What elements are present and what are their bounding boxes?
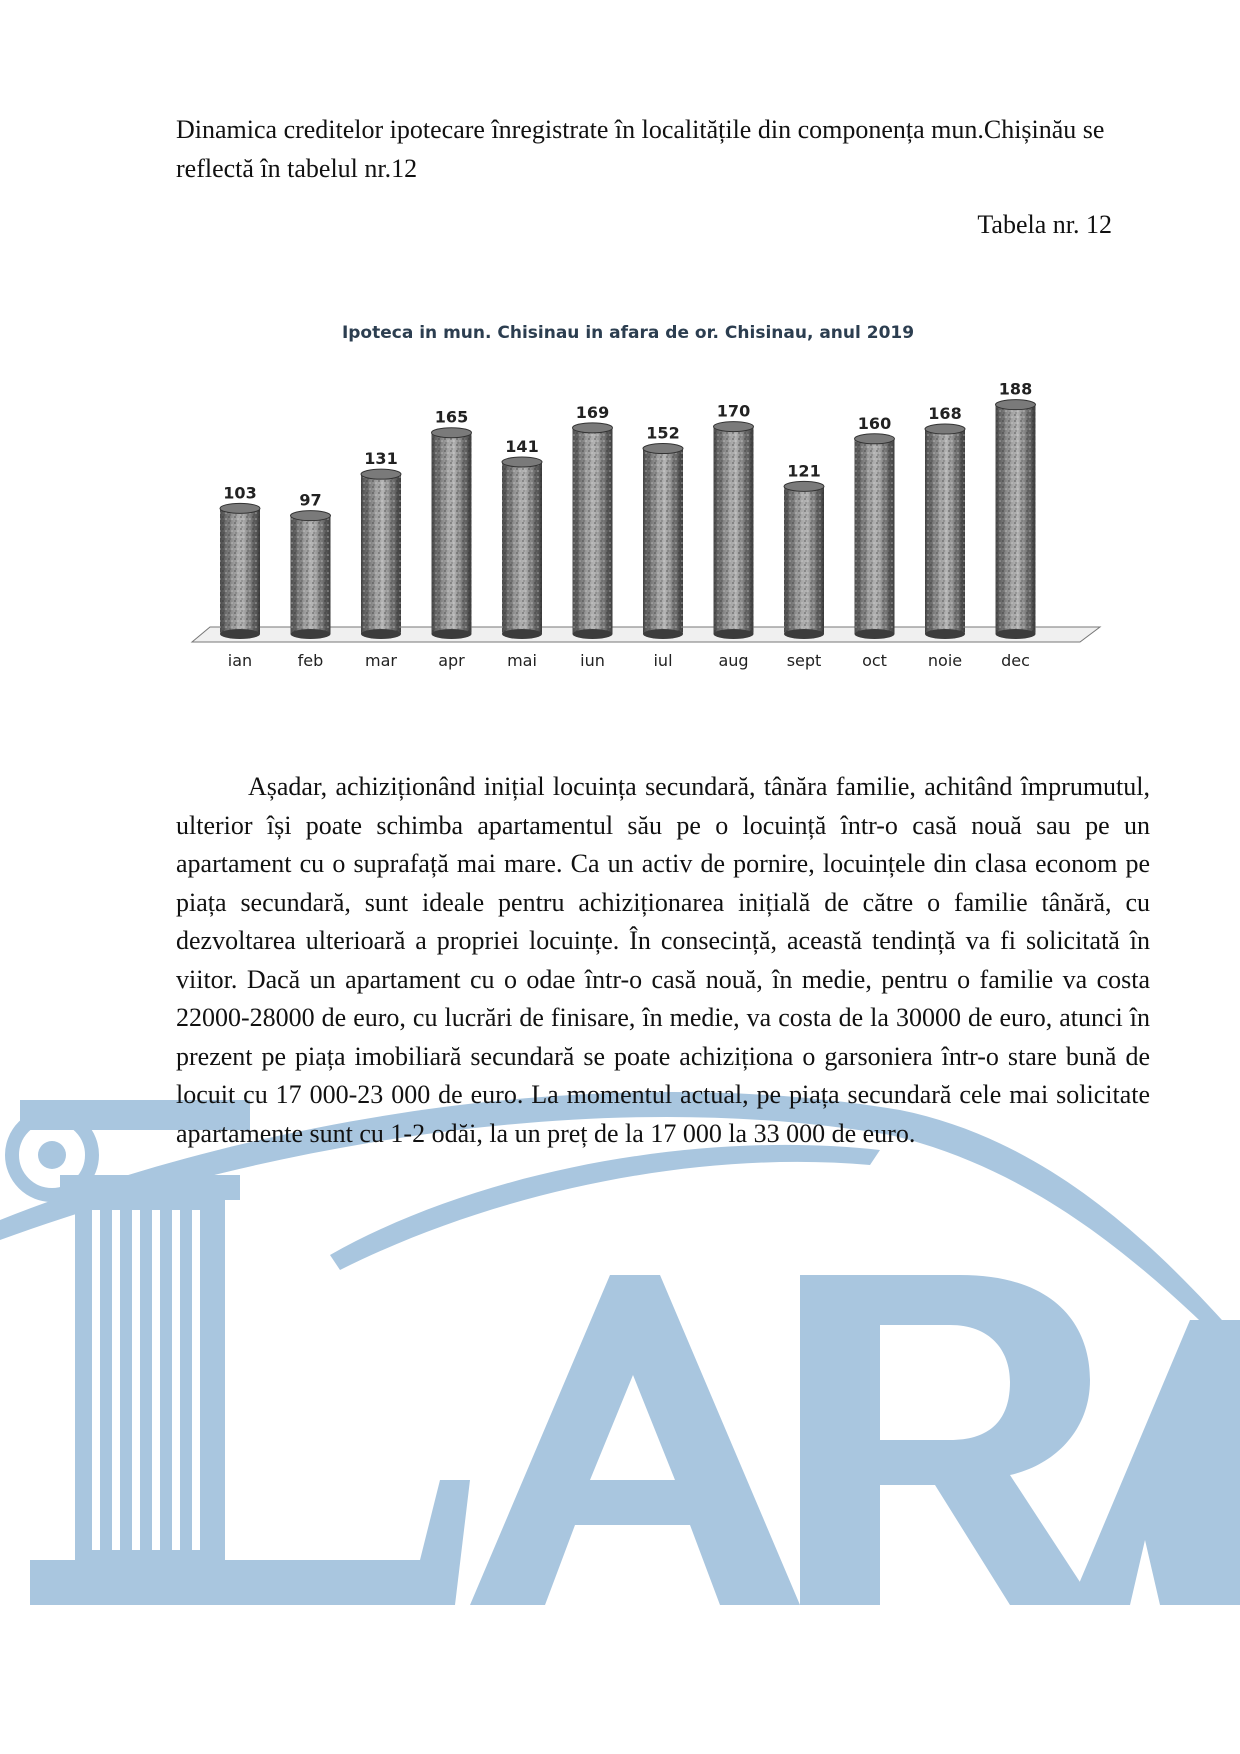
bar-cap-oct: [855, 434, 895, 444]
category-label-dec: dec: [1001, 651, 1030, 670]
chart-svg: [180, 300, 1120, 700]
bar-cap-ian: [220, 503, 260, 513]
value-label-apr: 165: [434, 407, 469, 427]
body-paragraph-text: Așadar, achiziționând inițial locuința secundară, tânăra familie, achitând împrumutul, ulterior își poate schimba apartamentul său pe o locuință într-o casă nouă sau pe un apartament cu o suprafață mai mare. Ca un activ de pornire, locuințele din clasa econom pe piața secundară, sunt ideale pentru achiziționarea inițială de către o familie tânără, cu dezvoltarea ulterioară a propriei locuințe. În consecință, această tendință va fi solicitată în viitor. Dacă un apartament cu o odae într-o casă nouă, în medie, pentru o familie va costa 22000-28000 de euro, cu lucrări de finisare, în medie, va costa de la 30000 de euro, atunci în prezent pe piața imobiliară secundară se poate achiziționa o garsoniera într-o stare bună de locuit cu 17 000-23 000 de euro. La momentul actual, pe piața secundară cele mai solicitate apartamente sunt cu 1-2 odăi, la un preț de la 17 000 la 33 000 de euro.: [176, 772, 1150, 1148]
value-label-iul: 152: [646, 423, 680, 443]
value-label-aug: 170: [716, 401, 751, 421]
value-label-ian: 103: [223, 483, 257, 503]
value-label-feb: 97: [299, 490, 322, 510]
bar-cap-iul: [643, 444, 683, 454]
bar-texture-ian: [220, 508, 260, 634]
table-caption: Tabela nr. 12: [977, 210, 1112, 239]
bar-base-apr: [432, 629, 472, 639]
bar-texture-iun: [573, 428, 613, 634]
bar-texture-mar: [361, 474, 401, 634]
bar-base-iun: [573, 629, 613, 639]
category-label-noie: noie: [927, 651, 963, 670]
category-label-aug: aug: [718, 651, 749, 670]
bar-texture-aug: [714, 427, 754, 634]
bar-cap-apr: [432, 428, 472, 438]
category-label-mar: mar: [365, 651, 397, 670]
bar-base-sept: [784, 629, 824, 639]
bar-texture-apr: [432, 433, 472, 634]
category-label-iun: iun: [580, 651, 605, 670]
bar-texture-mai: [502, 462, 542, 634]
bar-cap-dec: [996, 400, 1036, 410]
bar-texture-iul: [643, 449, 683, 634]
bar-base-iul: [643, 629, 683, 639]
category-label-feb: feb: [297, 651, 324, 670]
category-label-iul: iul: [653, 651, 673, 670]
bar-cap-sept: [784, 481, 824, 491]
category-label-oct: oct: [862, 651, 887, 670]
bar-cap-aug: [714, 422, 754, 432]
bar-cap-feb: [291, 511, 331, 521]
bar-base-dec: [996, 629, 1036, 639]
bar-texture-sept: [784, 486, 824, 634]
value-label-dec: 188: [998, 379, 1033, 399]
chart-title: Ipoteca in mun. Chisinau in afara de or. Chisinau, anul 2019: [341, 323, 915, 343]
bar-base-aug: [714, 629, 754, 639]
bar-texture-feb: [291, 516, 331, 634]
value-label-oct: 160: [857, 413, 892, 433]
bar-cap-iun: [573, 423, 613, 433]
value-label-sept: 121: [787, 461, 821, 481]
category-label-ian: ian: [227, 651, 253, 670]
body-paragraph: [176, 768, 1150, 1153]
intro-paragraph: Dinamica creditelor ipotecare înregistrate în localitățile din componența mun.Chișinău se reflectă în tabelul nr.12: [176, 115, 1105, 183]
bar-texture-noie: [925, 429, 965, 634]
bar-cap-mai: [502, 457, 542, 467]
bar-base-feb: [291, 629, 331, 639]
category-label-apr: apr: [438, 651, 465, 670]
mortgage-bar-chart: [180, 300, 1120, 700]
value-label-mai: 141: [505, 436, 539, 456]
value-label-noie: 168: [928, 404, 962, 424]
bar-base-oct: [855, 629, 895, 639]
value-label-iun: 169: [575, 402, 610, 422]
bar-cap-noie: [925, 424, 965, 434]
value-label-mar: 131: [364, 449, 398, 469]
bar-base-noie: [925, 629, 965, 639]
bar-cap-mar: [361, 469, 401, 479]
category-label-mai: mai: [507, 651, 537, 670]
bar-base-ian: [220, 629, 260, 639]
bar-base-mai: [502, 629, 542, 639]
category-label-sept: sept: [786, 651, 822, 670]
bar-texture-oct: [855, 439, 895, 634]
bar-texture-dec: [996, 405, 1036, 634]
bar-base-mar: [361, 629, 401, 639]
